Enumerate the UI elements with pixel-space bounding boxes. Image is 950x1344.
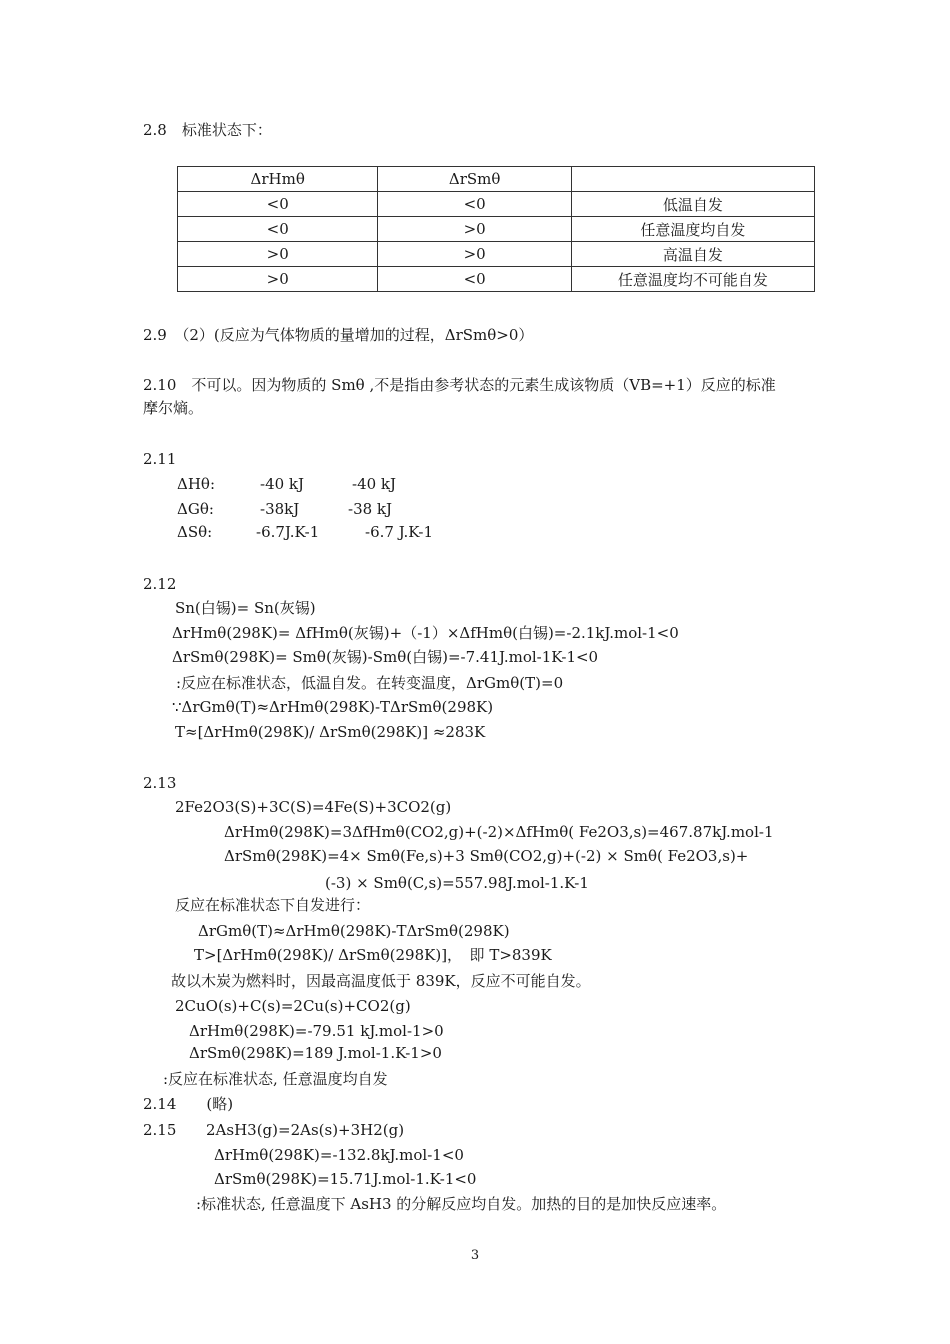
equation-line: T>[ΔrHmθ(298K)/ ΔrSmθ(298K)]， 即 T>839K xyxy=(194,946,552,964)
table-header-cell: ΔrHmθ xyxy=(178,167,378,192)
table-cell: >0 xyxy=(378,217,571,242)
delta-s-label: ΔSθ: xyxy=(177,523,213,541)
section-2-15-heading: 2.15 xyxy=(143,1121,177,1139)
equation-line: ΔrHmθ(298K)=3ΔfHmθ(CO2,g)+(-2)×ΔfHmθ( Fe2O3,s)=467.87kJ.mol-1 xyxy=(224,823,774,841)
delta-g-value-1: -38kJ xyxy=(260,500,300,518)
page-number: 3 xyxy=(470,1248,480,1263)
delta-h-value-2: -40 kJ xyxy=(352,475,397,493)
equation-line: ΔrSmθ(298K)=15.71J.mol-1.K-1<0 xyxy=(214,1170,477,1188)
table-header-cell: ΔrSmθ xyxy=(378,167,571,192)
equation-line: ΔrHmθ(298K)=-79.51 kJ.mol-1>0 xyxy=(189,1022,444,1040)
equation-line: ΔrHmθ(298K)= ΔfHmθ(灰锡)+（-1）×ΔfHmθ(白锡)=-2.1kJ.mol-1<0 xyxy=(172,624,679,642)
table-cell: <0 xyxy=(178,192,378,217)
table-cell: <0 xyxy=(378,192,571,217)
table-row xyxy=(178,267,815,292)
spontaneity-table xyxy=(177,166,815,292)
section-2-13-heading: 2.13 xyxy=(143,774,177,792)
table-cell: 任意温度均不可能自发 xyxy=(571,267,814,292)
table-row xyxy=(178,242,815,267)
table-cell: >0 xyxy=(178,267,378,292)
equation-line: (-3) × Smθ(C,s)=557.98J.mol-1.K-1 xyxy=(325,874,589,892)
text-line: :反应在标准状态, 任意温度均自发 xyxy=(163,1070,388,1088)
section-2-10-line-1: 2.10 不可以。因为物质的 Smθ ,不是指由参考状态的元素生成该物质（VB=+1）反应的标准 xyxy=(143,376,776,394)
table-row xyxy=(178,192,815,217)
delta-h-label: ΔHθ: xyxy=(177,475,215,493)
text-line: 故以木炭为燃料时，因最高温度低于 839K，反应不可能自发。 xyxy=(171,972,591,990)
section-2-14-text: 2.14 (略) xyxy=(143,1095,234,1113)
delta-s-value-1: -6.7J.K-1 xyxy=(256,523,320,541)
table-cell: 低温自发 xyxy=(571,192,814,217)
section-2-9-text: 2.9 （2）(反应为气体物质的量增加的过程，ΔrSmθ>0） xyxy=(143,326,534,344)
equation-line: ΔrSmθ(298K)=4× Smθ(Fe,s)+3 Smθ(CO2,g)+(-2) × Smθ( Fe2O3,s)+ xyxy=(224,847,749,865)
equation-line: 2CuO(s)+C(s)=2Cu(s)+CO2(g) xyxy=(175,997,411,1015)
equation-line: 2Fe2O3(S)+3C(S)=4Fe(S)+3CO2(g) xyxy=(175,798,452,816)
text-line: :反应在标准状态，低温自发。在转变温度，ΔrGmθ(T)=0 xyxy=(176,674,564,692)
equation-line: ΔrGmθ(T)≈ΔrHmθ(298K)-TΔrSmθ(298K) xyxy=(198,922,510,940)
delta-g-value-2: -38 kJ xyxy=(348,500,393,518)
table-cell: <0 xyxy=(178,217,378,242)
table-cell: >0 xyxy=(178,242,378,267)
text-line: :标准状态, 任意温度下 AsH3 的分解反应均自发。加热的目的是加快反应速率。 xyxy=(196,1195,727,1213)
table-header-cell xyxy=(571,167,814,192)
delta-h-value-1: -40 kJ xyxy=(260,475,305,493)
delta-s-value-2: -6.7 J.K-1 xyxy=(365,523,434,541)
equation-line: ∵ΔrGmθ(T)≈ΔrHmθ(298K)-TΔrSmθ(298K) xyxy=(172,698,494,716)
equation-line: ΔrHmθ(298K)=-132.8kJ.mol-1<0 xyxy=(214,1146,464,1164)
text-line: 反应在标准状态下自发进行： xyxy=(175,896,371,914)
table-cell: 高温自发 xyxy=(571,242,814,267)
table-cell: >0 xyxy=(378,242,571,267)
equation-line: T≈[ΔrHmθ(298K)/ ΔrSmθ(298K)] ≈283K xyxy=(175,723,486,741)
section-2-8-heading: 2.8 标准状态下： xyxy=(143,121,272,139)
table-cell: <0 xyxy=(378,267,571,292)
table-cell: 任意温度均自发 xyxy=(571,217,814,242)
equation-line: Sn(白锡)= Sn(灰锡) xyxy=(175,599,316,617)
table-header-row xyxy=(178,167,815,192)
delta-g-label: ΔGθ: xyxy=(177,500,214,518)
section-2-10-line-2: 摩尔熵。 xyxy=(143,399,204,417)
equation-line: ΔrSmθ(298K)=189 J.mol-1.K-1>0 xyxy=(189,1044,442,1062)
equation-line: ΔrSmθ(298K)= Smθ(灰锡)-Smθ(白锡)=-7.41J.mol-1K-1<0 xyxy=(172,648,599,666)
equation-line: 2AsH3(g)=2As(s)+3H2(g) xyxy=(206,1121,405,1139)
section-2-12-heading: 2.12 xyxy=(143,575,177,593)
section-2-11-heading: 2.11 xyxy=(143,450,177,468)
table-row xyxy=(178,217,815,242)
